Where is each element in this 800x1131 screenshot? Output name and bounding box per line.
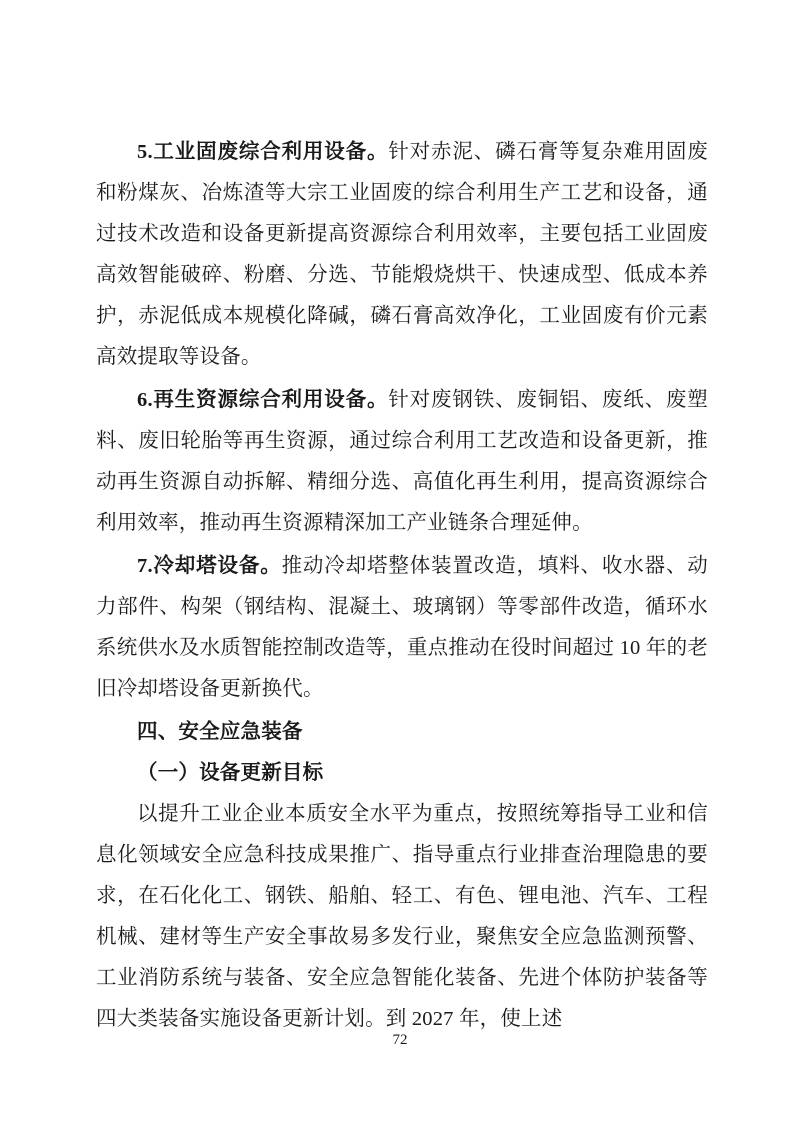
section-heading-safety-emergency-equipment: 四、安全应急装备 (137, 721, 303, 743)
paragraph-solid-waste-equipment (96, 132, 708, 378)
paragraph-text: 针对赤泥、磷石膏等复杂难用固废和粉煤灰、冶炼渣等大宗工业固废的综合利用生产工艺和设备，通过技术改造和设备更新提高资源综合利用效率，主要包括工业固废高效智能破碎、粉磨、分选、节能煅烧烘干、快速成型、低成本养护，赤泥低成本规模化降碱，磷石膏高效净化，工业固废有价元素高效提取等设备。 (96, 141, 708, 368)
paragraph-lead-label: 5.工业固废综合利用设备。 (137, 141, 389, 163)
paragraph-lead-label: 7.冷却塔设备。 (137, 555, 282, 577)
paragraph-cooling-tower-equipment (96, 546, 708, 710)
paragraph-renewable-resources-equipment (96, 380, 708, 544)
page-number: 72 (392, 1032, 408, 1048)
paragraph-text: 针对废钢铁、废铜铝、废纸、废塑料、废旧轮胎等再生资源，通过综合利用工艺改造和设备更新，推动再生资源自动拆解、精细分选、高值化再生利用，提高资源综合利用效率，推动再生资源精深加工产业链条合理延伸。 (96, 389, 708, 534)
paragraph-lead-label: 6.再生资源综合利用设备。 (137, 389, 389, 411)
document-body (96, 132, 708, 1042)
paragraph-text: 推动冷却塔整体装置改造，填料、收水器、动力部件、构架（钢结构、混凝土、玻璃钢）等零部件改造，循环水系统供水及水质智能控制改造等，重点推动在役时间超过 10 年的老旧冷却塔设备更新换代。 (96, 555, 708, 700)
subsection-heading-equipment-update-goals: （一）设备更新目标 (137, 762, 324, 784)
paragraph-equipment-update-goals-body (96, 794, 708, 1040)
paragraph-text: 以提升工业企业本质安全水平为重点，按照统筹指导工业和信息化领域安全应急科技成果推广、指导重点行业排查治理隐患的要求，在石化化工、钢铁、船舶、轻工、有色、锂电池、汽车、工程机械、建材等生产安全事故易多发行业，聚焦安全应急监测预警、工业消防系统与装备、安全应急智能化装备、先进个体防护装备等四大类装备实施设备更新计划。到 2027 年，使上述 (96, 803, 708, 1030)
